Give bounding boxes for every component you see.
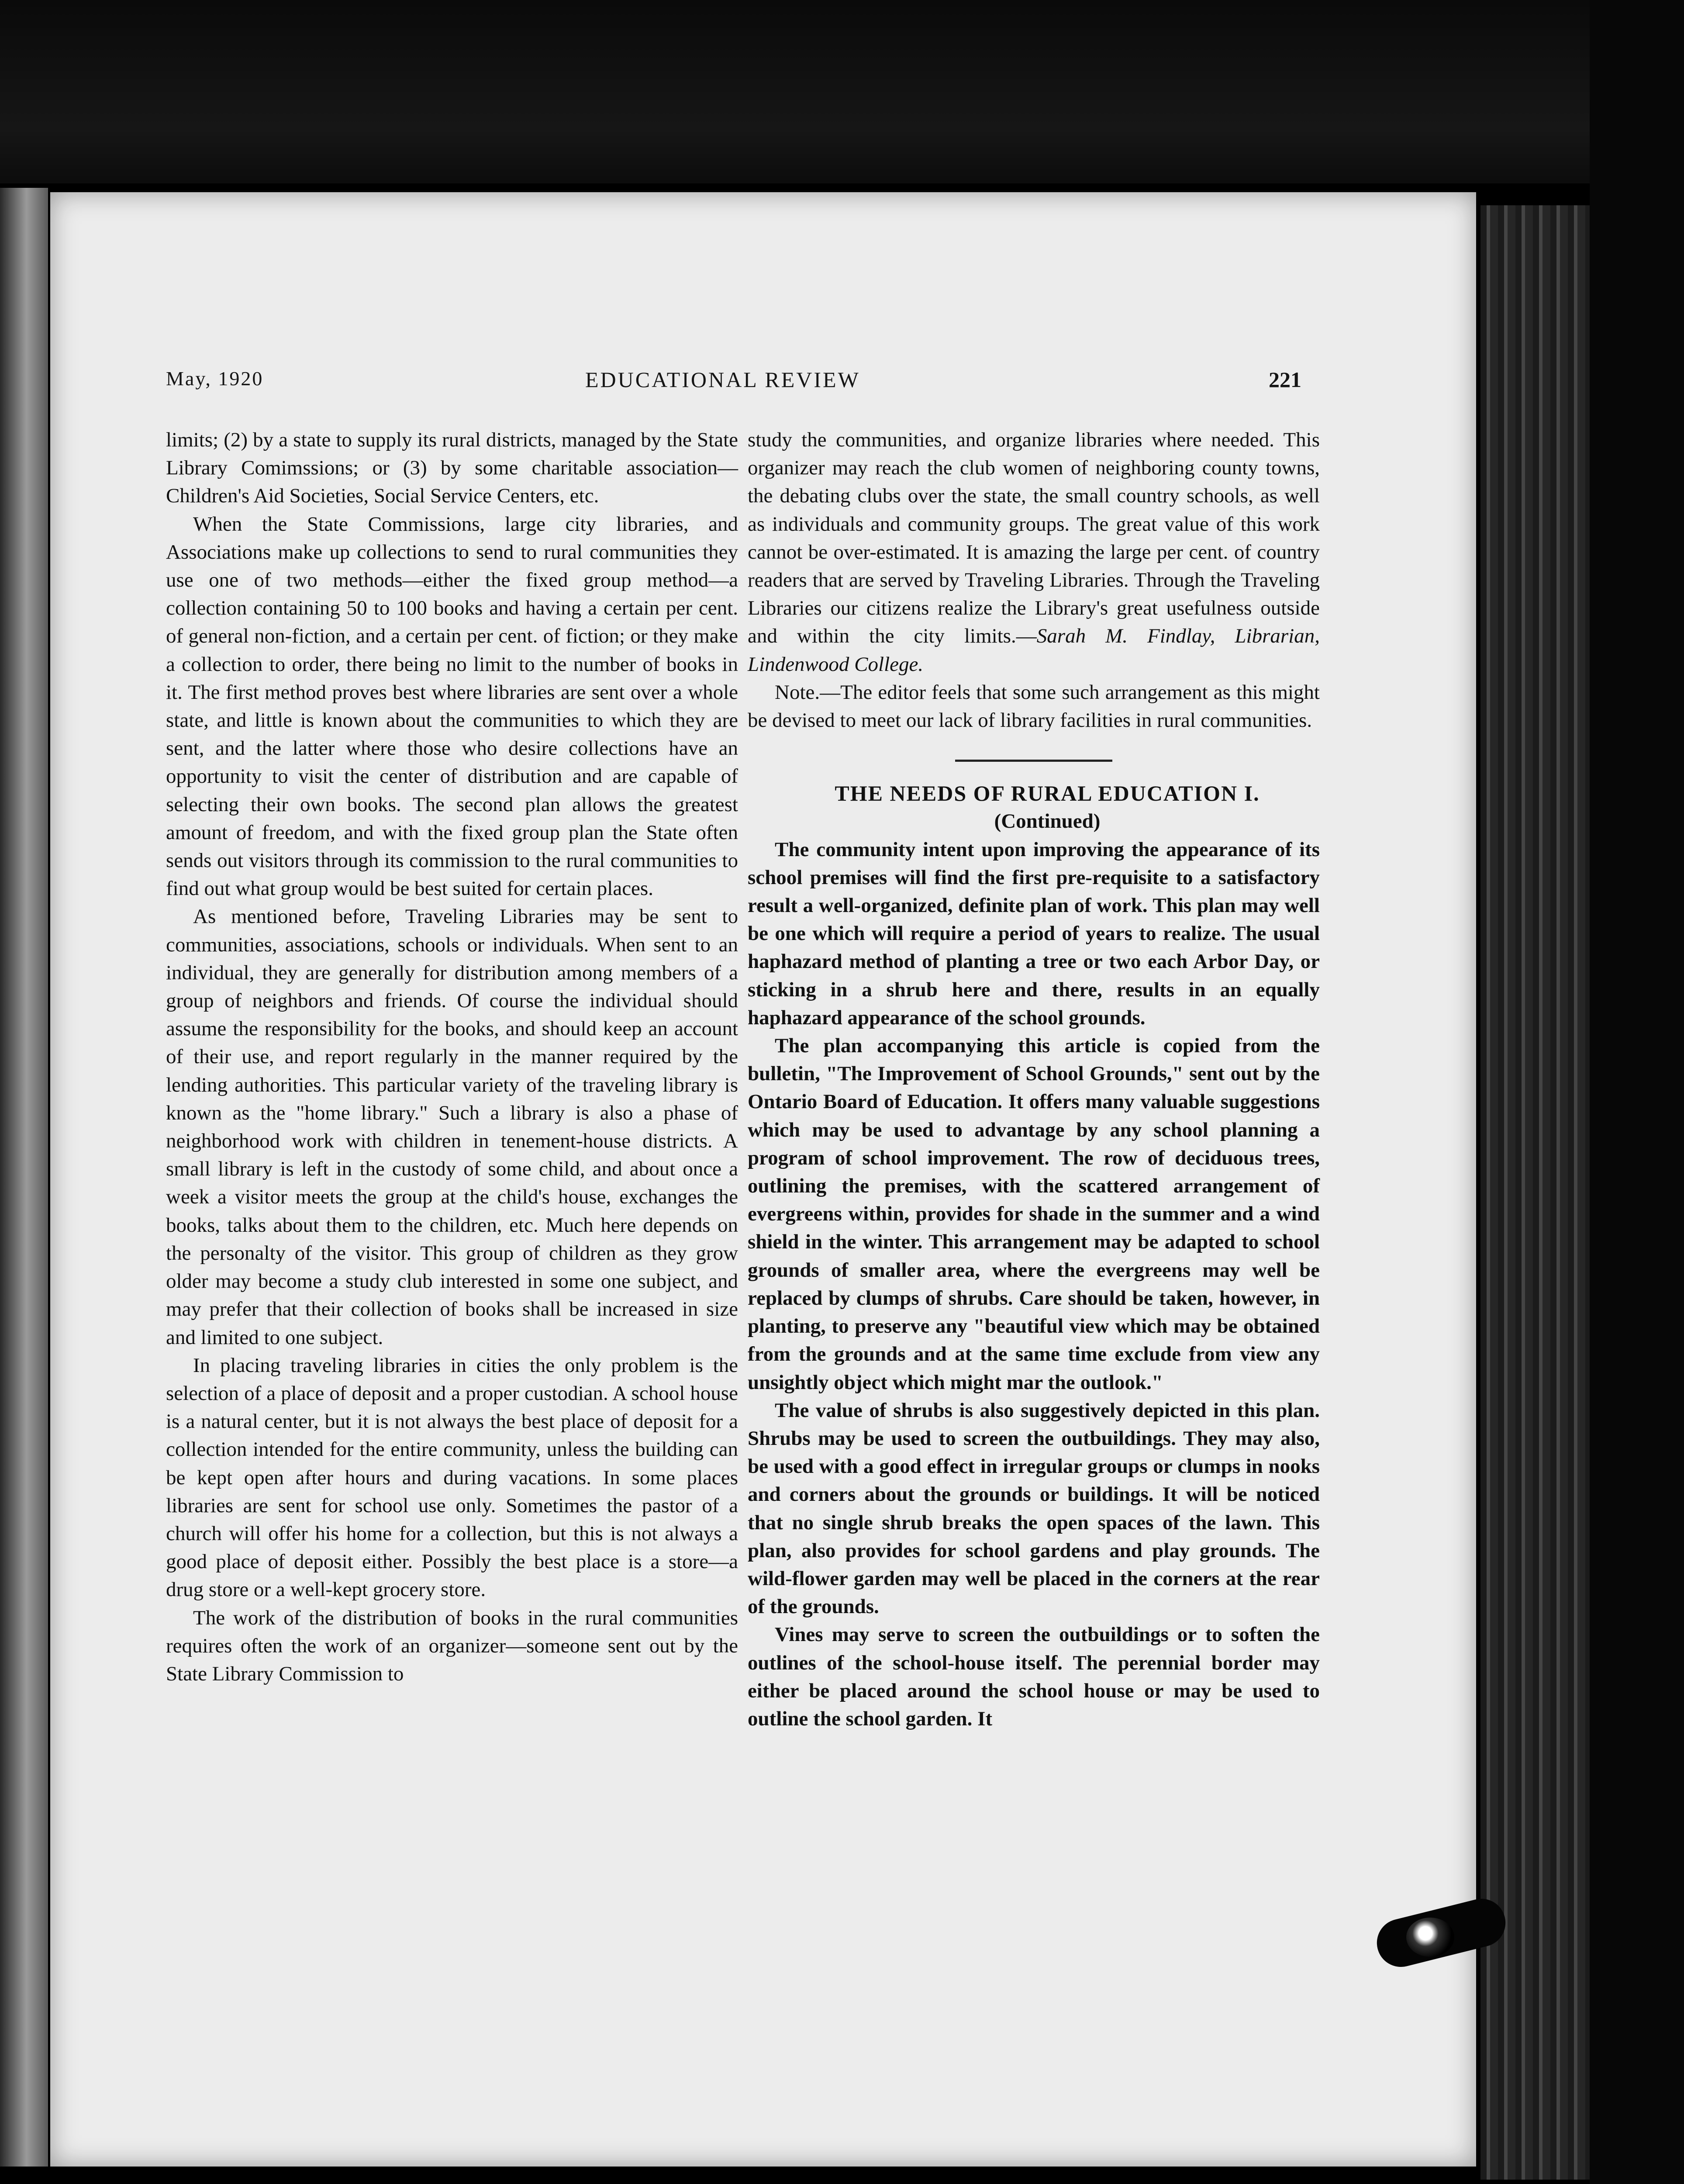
paragraph: The community intent upon improving the appearance of its school premises will find the first pre-requisite to a satisfactory result a well-organized, definite plan of work. This plan may well be one which will require a period of years to realize. The usual haphazard method of planting a tree or two each Arbor Day, or sticking in a shrub here and there, results in an equally haphazard appearance of the school grounds.: [748, 838, 1320, 1029]
paragraph: The value of shrubs is also suggestively depicted in this plan. Shrubs may be used to screen the outbuildings. They may also, be used with a good effect in irregular groups or clumps in nooks and corners about the grounds or buildings. It will be noticed that no single shrub breaks the open spaces of the lawn. This plan, also provides for school gardens and play grounds. The wild-flower garden may well be placed in the corners at the rear of the grounds.: [748, 1399, 1320, 1618]
paragraph: limits; (2) by a state to supply its rural districts, managed by the State Library Comimssions; or (3) by some charitable association— Children's Aid Societies, Social Service Centers, etc.: [166, 429, 738, 508]
editor-note: Note.—The editor feels that some such arrangement as this might be devised to meet our lack of library facilities in rural communities.: [748, 681, 1320, 732]
page-number: 221: [1269, 367, 1301, 392]
paragraph: [748, 426, 1320, 678]
scan-background-right: [1590, 0, 1684, 2184]
page-stack-edge: [1480, 205, 1590, 2180]
paragraph: As mentioned before, Traveling Libraries may be sent to communities, associations, schools or individuals. When sent to an individual, they are generally for distribution among members of a group of neighbors and friends. Of course the individual should assume the responsibility for the books, and should keep an account of their use, and report regularly in the manner required by the lending authorities. This particular variety of the traveling library is known as the "home library." Such a library is also a phase of neighborhood work with children in tenement-house districts. A small library is left in the custody of some child, and about once a week a visitor meets the group at the child's house, exchanges the books, talks about them to the children, etc. Much here depends on the personalty of the visitor. This group of children as they grow older may become a study club interested in some one subject, and may prefer that their collection of books shall be increased in size and limited to one subject.: [166, 905, 738, 1349]
paragraph: When the State Commissions, large city libraries, and Associations make up collections to send to rural communities they use one of two methods—either the fixed group method—a collection containing 50 to 100 books and having a certain per cent. of general non-fiction, and a certain per cent. of fiction; or they make a collection to order, there being no limit to the number of books in it. The first method proves best where libraries are sent over a whole state, and little is known about the communities to which they are sent, and the latter where those who desire collections have an opportunity to visit the center of distribution and are capable of selecting their own books. The second plan allows the greatest amount of freedom, and with the fixed group plan the State often sends out visitors through its commission to the rural communities to find out what group would be best suited for certain places.: [166, 512, 738, 900]
paragraph: Vines may serve to screen the outbuildings or to soften the outlines of the school-house itself. The perennial border may either be placed around the school house or may be used to outline the school garden. It: [748, 1623, 1320, 1730]
section-divider: [955, 760, 1112, 762]
paragraph: The work of the distribution of books in the rural communities requires often the work of an organizer—someone sent out by the State Library Commission to: [166, 1606, 738, 1685]
clip-knob: [1406, 1918, 1454, 1957]
running-head: [166, 367, 1301, 402]
section-title: THE NEEDS OF RURAL EDUCATION I.: [835, 781, 1260, 806]
paragraph: The plan accompanying this article is copied from the bulletin, "The Improvement of School Grounds," sent out by the Ontario Board of Education. It offers many valuable suggestions which may be used to advantage by any school planning a program of school improvement. The row of deciduous trees, outlining the premises, with the scattered arrangement of evergreens within, provides for shade in the summer and a wind shield in the winter. This arrangement may be adapted to school grounds of smaller area, where the evergreens may well be replaced by clumps of shrubs. Care should be taken, however, in planting, to preserve any "beautiful view which may be obtained from the grounds and at the same time exclude from view any unsightly object which might mar the outlook.": [748, 1034, 1320, 1394]
paragraph-text: study the communities, and organize libraries where needed. This organizer may reach the club women of neighboring county towns, the debating clubs over the state, the small country schools, as well as individuals and community groups. The great value of this work cannot be over-estimated. It is amazing the large per cent. of country readers that are served by Traveling Libraries. Through the Traveling Libraries our citizens realize the Library's great usefulness outside and within the city limits.—: [748, 429, 1320, 648]
scan-background-top: [0, 0, 1684, 183]
left-column: [166, 426, 738, 1688]
right-column: [748, 426, 1320, 1733]
author-signature: Sarah M. Findlay, Librarian, Lindenwood College.: [748, 625, 1320, 676]
paragraph: In placing traveling libraries in cities the only problem is the selection of a place of deposit and a proper custodian. A school house is a natural center, but it is not always the best place of deposit for a collection intended for the entire community, unless the building can be kept open after hours and during vacations. In some places libraries are sent for school use only. Sometimes the pastor of a church will offer his home for a collection, but this is not always a good place of deposit either. Possibly the best place is a store—a drug store or a well-kept grocery store.: [166, 1354, 738, 1601]
journal-title: EDUCATIONAL REVIEW: [585, 367, 860, 392]
page-clip: [1358, 1887, 1472, 1974]
facing-page-edge: [0, 188, 48, 2167]
issue-date: May, 1920: [166, 367, 264, 390]
section-subtitle: (Continued): [994, 810, 1101, 833]
